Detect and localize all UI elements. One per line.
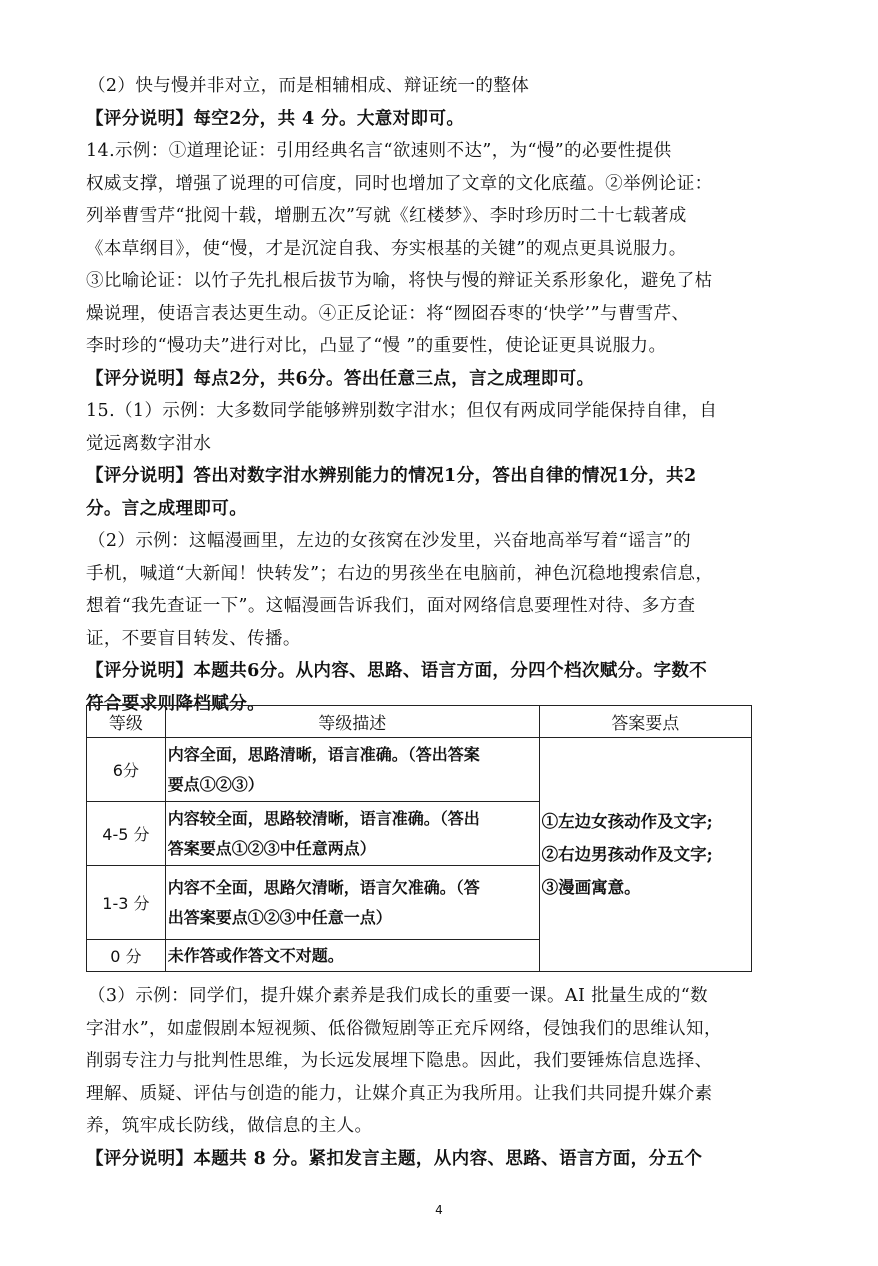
- text-line: 证，不要盲目转发、传播。: [86, 628, 301, 649]
- description-line: 内容全面，思路清晰，语言准确。（答出答案: [167, 744, 480, 764]
- grade-description: [165, 738, 539, 802]
- description-line: 内容不全面，思路欠清晰，语言欠准确。（答: [167, 877, 480, 897]
- text-line: 理解、质疑、评估与创造的能力，让媒介真正为我所用。让我们共同提升媒介素: [86, 1083, 713, 1104]
- scoring-note-continuation: 符合要求则降档赋分。: [86, 693, 265, 714]
- grade-level: 0 分: [87, 940, 166, 972]
- text-line: 想着“我先查证一下”。这幅漫画告诉我们，面对网络信息要理性对待、多方查: [86, 596, 696, 616]
- grade-description: [165, 866, 539, 940]
- text-line: 权威支撑，增强了说理的可信度，同时也增加了文章的文化底蕴。②举例论证：: [86, 173, 713, 194]
- text-line: 14.示例：①道理论证：引用经典名言“欲速则不达”，为“慢”的必要性提供: [86, 141, 672, 161]
- grade-level: 6分: [87, 738, 166, 802]
- scoring-note-continuation: 分。言之成理即可。: [86, 498, 248, 519]
- scoring-note-body: 本题共6分。从内容、思路、语言方面，分四个档次赋分。字数不: [193, 661, 708, 681]
- description-line: 内容较全面，思路较清晰，语言准确。（答出: [167, 808, 480, 828]
- scoring-note: [86, 103, 754, 136]
- upper-text: [86, 70, 754, 720]
- table-header-row: [87, 706, 752, 738]
- scoring-note-body: 每空2分，共 4 分。大意对即可。: [193, 108, 465, 129]
- grade-description: [165, 802, 539, 866]
- scoring-note-label: 【评分说明】: [86, 368, 194, 389]
- description-line: 答案要点①②③中任意两点）: [167, 838, 376, 858]
- text-line: （2）快与慢并非对立，而是相辅相成、辩证统一的整体: [88, 76, 530, 96]
- text-line: 李时珍的“慢功夫”进行对比，凸显了“慢 ”的重要性，使论证更具说服力。: [86, 336, 667, 356]
- scoring-note: [86, 363, 754, 396]
- key-points-cell: [539, 738, 751, 972]
- grade-level: 4-5 分: [87, 802, 166, 866]
- table-row: [87, 738, 752, 802]
- header-level: 等级: [87, 706, 166, 738]
- key-point: ①左边女孩动作及文字;: [541, 812, 713, 831]
- text-line: （3）示例：同学们，提升媒介素养是我们成长的重要一课。AI 批量生成的“数: [88, 986, 708, 1006]
- description-line: 未作答或作答文不对题。: [167, 945, 344, 965]
- scoring-note-body: 本题共 8 分。紧扣发言主题，从内容、思路、语言方面，分五个: [193, 1148, 703, 1169]
- scoring-note-label: 【评分说明】: [86, 108, 194, 129]
- lower-text: [86, 980, 754, 1175]
- grade-level: 1-3 分: [87, 866, 166, 940]
- page-number: 4: [435, 1203, 443, 1217]
- key-point: ②右边男孩动作及文字;: [541, 845, 713, 864]
- grade-description: [165, 940, 539, 972]
- scoring-note: [86, 655, 754, 688]
- text-line: 《本草纲目》，使“慢，才是沉淀自我、夯实根基的关键”的观点更具说服力。: [86, 238, 687, 259]
- header-description: 等级描述: [165, 706, 539, 738]
- scoring-note-label: 【评分说明】: [86, 1148, 194, 1169]
- scoring-note-label: 【评分说明】: [86, 661, 194, 681]
- text-line: 燥说理，使语言表达更生动。④正反论证：将“囫囵吞枣的‘快学’”与曹雪芹、: [86, 303, 690, 324]
- text-line: （2）示例：这幅漫画里，左边的女孩窝在沙发里，兴奋地高举写着“谣言”的: [88, 531, 692, 551]
- text-line: 15.（1）示例：大多数同学能够辨别数字泔水；但仅有两成同学能保持自律，自: [86, 401, 718, 421]
- description-line: 要点①②③）: [167, 774, 264, 794]
- scoring-note-body: 每点2分，共6分。答出任意三点，言之成理即可。: [193, 368, 595, 389]
- text-line: 削弱专注力与批判性思维，为长远发展埋下隐患。因此，我们要锤炼信息选择、: [86, 1051, 713, 1071]
- key-point: ③漫画寓意。: [541, 878, 641, 897]
- text-line: 手机，喊道“大新闻！快转发”；右边的男孩坐在电脑前，神色沉稳地搜索信息，: [86, 563, 714, 584]
- text-line: 养，筑牢成长防线，做信息的主人。: [86, 1116, 373, 1136]
- scoring-note: [86, 460, 754, 493]
- grading-table: [86, 705, 752, 972]
- scoring-note: [86, 1143, 754, 1176]
- header-key-points: 答案要点: [539, 706, 751, 738]
- text-line: 字泔水”，如虚假剧本短视频、低俗微短剧等正充斥网络，侵蚀我们的思维认知，: [86, 1018, 722, 1039]
- description-line: 出答案要点①②③中任意一点）: [167, 907, 392, 927]
- text-line: ③比喻论证：以竹子先扎根后拔节为喻，将快与慢的辩证关系形象化，避免了枯: [86, 271, 713, 291]
- scoring-note-label: 【评分说明】: [86, 466, 194, 486]
- text-line: 觉远离数字泔水: [86, 433, 212, 454]
- scoring-note-body: 答出对数字泔水辨别能力的情况1分，答出自律的情况1分，共2: [193, 466, 697, 486]
- text-line: 列举曹雪芹“批阅十载，增删五次”写就《红楼梦》、李时珍历时二十七载著成: [86, 206, 687, 226]
